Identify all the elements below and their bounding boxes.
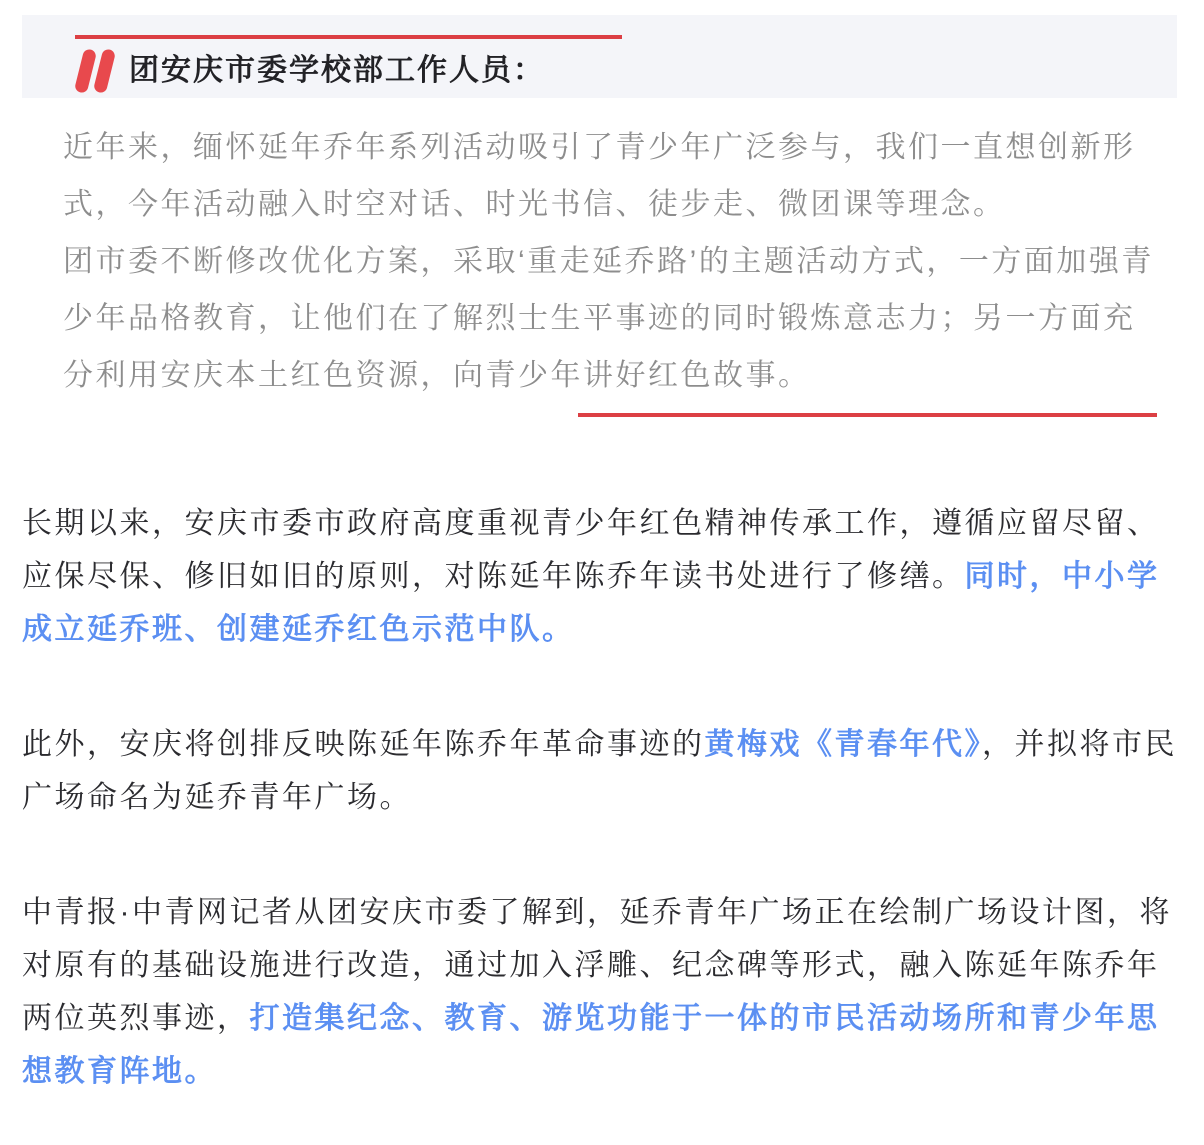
highlight-text: 黄梅戏《青春年代》 [704,728,982,761]
quote-paragraph-1: 近年来，缅怀延年乔年系列活动吸引了青少年广泛参与，我们一直想创新形式，今年活动融入时空对话、时光书信、徒步走、微团课等理念。 [63,131,1136,221]
quote-title: 团安庆市委学校部工作人员： [129,54,545,87]
double-quote-icon [75,48,115,94]
article-page [0,15,1204,1145]
article-paragraph-3 [22,886,1182,1098]
quote-paragraph-2: 团市委不断修改优化方案，采取‘重走延乔路’的主题活动方式，一方面加强青少年品格教育，让他们在了解烈士生平事迹的同时锻炼意志力；另一方面充分利用安庆本土红色资源，向青少年讲好红色故事。 [63,245,1154,392]
text-run: ，并拟将市民广场命名为延乔青年广场。 [22,728,1177,814]
text-run: 此外，安庆将创排反映陈延年陈乔年革命事迹的 [22,728,705,761]
top-red-divider [75,35,622,39]
text-run: 中青报·中青网记者从团安庆市委了解到，延乔青年广场正在绘制广场设计图，将对原有的基础设施进行改造，通过加入浮雕、纪念碑等形式，融入陈延年陈乔年两位英烈事迹， [22,896,1172,1035]
highlight-text: 同时，中小学成立延乔班、创建延乔红色示范中队。 [22,560,1160,646]
article-paragraph-1 [22,497,1182,656]
highlight-text: 打造集纪念、教育、游览功能于一体的市民活动场所和青少年思想教育阵地。 [22,1002,1160,1088]
quote-title-row [75,48,545,94]
article-body [22,497,1182,1098]
article-paragraph-2 [22,718,1182,824]
bottom-red-divider [578,413,1157,417]
quote-header [22,15,1177,98]
quote-body [63,119,1160,404]
text-run: 长期以来，安庆市委市政府高度重视青少年红色精神传承工作，遵循应留尽留、应保尽保、修旧如旧的原则，对陈延年陈乔年读书处进行了修缮。 [22,507,1160,593]
